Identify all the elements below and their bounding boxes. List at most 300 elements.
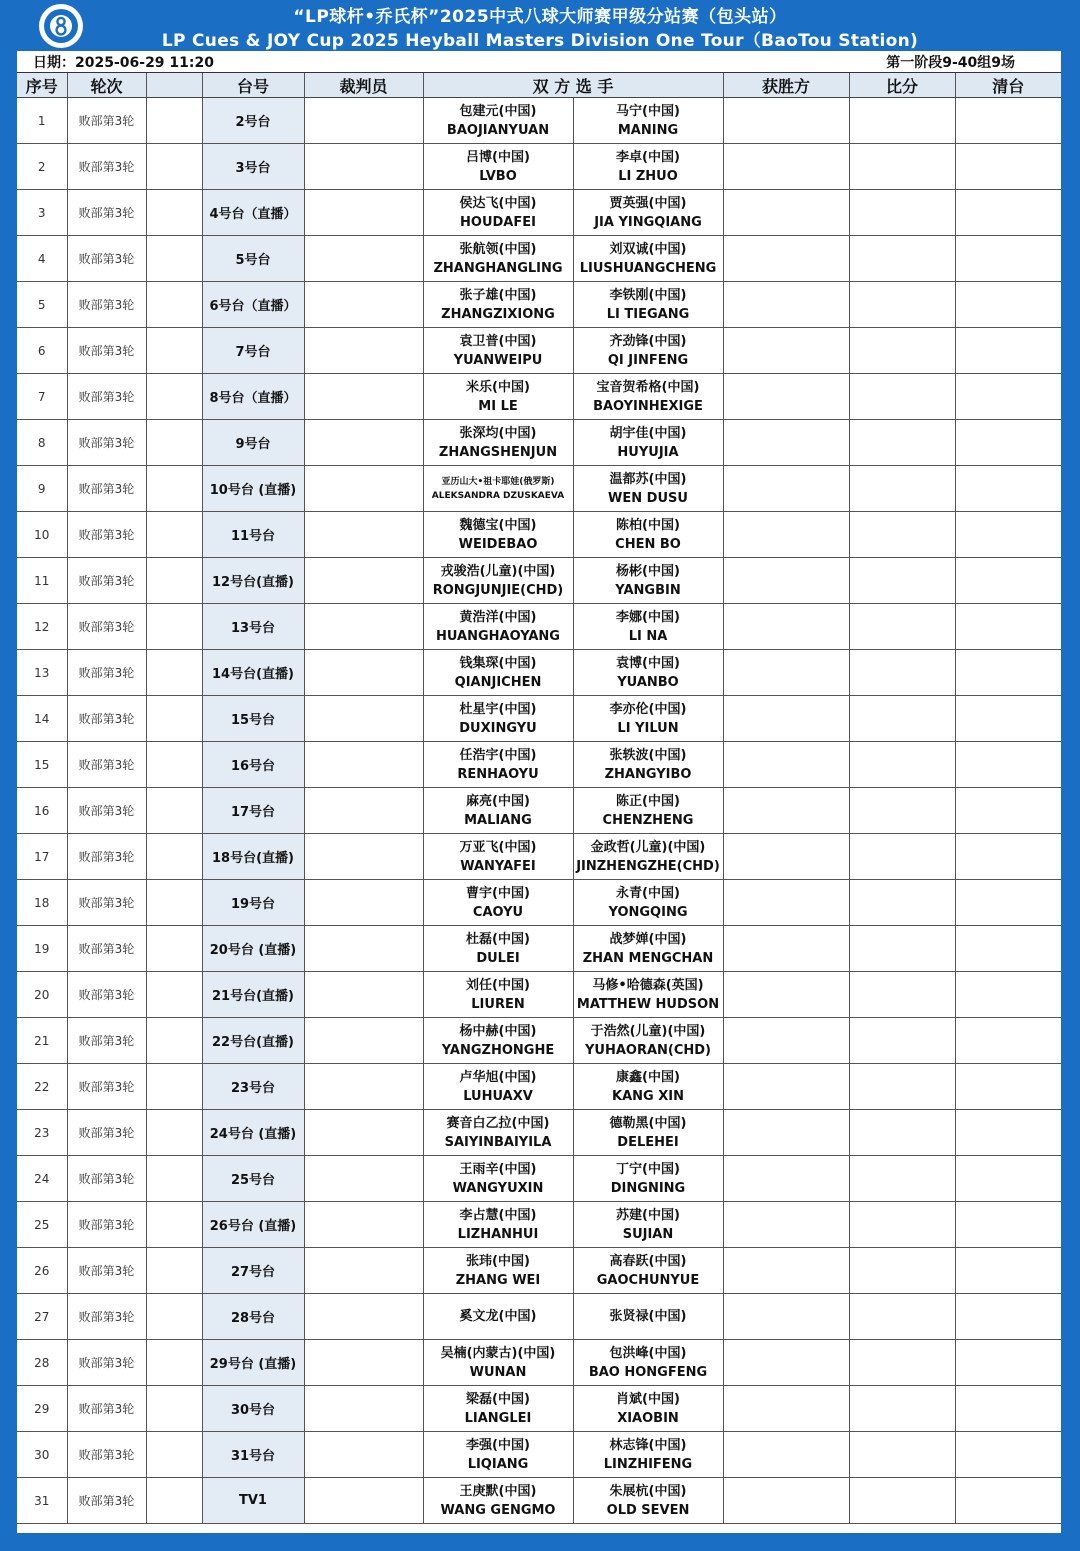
player-one <box>423 696 573 742</box>
table-row <box>17 650 1061 696</box>
match-number: 4 <box>17 236 67 282</box>
player-two-en: KANG XIN <box>612 1088 684 1104</box>
player-two <box>573 1294 723 1340</box>
table-row <box>17 98 1061 144</box>
player-two <box>573 420 723 466</box>
referee-cell <box>304 650 423 696</box>
player-two-cn: 金政哲(儿童)(中国) <box>590 839 706 855</box>
player-one <box>423 236 573 282</box>
clearance-cell <box>955 1478 1061 1524</box>
round-cell: 败部第3轮 <box>67 880 146 926</box>
round-cell: 败部第3轮 <box>67 696 146 742</box>
player-two <box>573 1156 723 1202</box>
round-cell: 败部第3轮 <box>67 1478 146 1524</box>
blank-cell <box>146 1478 202 1524</box>
clearance-cell <box>955 1018 1061 1064</box>
table-number: 7号台 <box>202 328 304 374</box>
clearance-cell <box>955 604 1061 650</box>
referee-cell <box>304 1018 423 1064</box>
title-english: LP Cues & JOY Cup 2025 Heyball Masters Division One Tour（BaoTou Station) <box>161 31 919 51</box>
round-cell: 败部第3轮 <box>67 972 146 1018</box>
table-row <box>17 1386 1061 1432</box>
score-cell <box>849 1478 955 1524</box>
referee-cell <box>304 1432 423 1478</box>
player-one-en: LVBO <box>479 168 517 184</box>
match-date: 日期：2025-06-29 11:20 <box>33 55 214 71</box>
blank-cell <box>146 1248 202 1294</box>
blank-cell <box>146 1064 202 1110</box>
player-two-en: OLD SEVEN <box>606 1502 690 1518</box>
table-number: 20号台 (直播) <box>202 926 304 972</box>
round-cell: 败部第3轮 <box>67 1340 146 1386</box>
table-number: 4号台（直播） <box>202 190 304 236</box>
clearance-cell <box>955 328 1061 374</box>
player-two <box>573 1064 723 1110</box>
player-one <box>423 558 573 604</box>
score-cell <box>849 466 955 512</box>
referee-cell <box>304 880 423 926</box>
table-number: 23号台 <box>202 1064 304 1110</box>
referee-cell <box>304 144 423 190</box>
player-one-en: ZHANGZIXIONG <box>441 306 555 322</box>
table-number: 13号台 <box>202 604 304 650</box>
score-cell <box>849 236 955 282</box>
score-cell <box>849 604 955 650</box>
player-two-en: LI TIEGANG <box>606 306 690 322</box>
player-one-en: LIZHANHUI <box>457 1226 539 1242</box>
table-number: 8号台（直播） <box>202 374 304 420</box>
player-two <box>573 1110 723 1156</box>
player-one-cn: 黄浩洋(中国) <box>459 609 537 625</box>
player-one-en: RONGJUNJIE(CHD) <box>432 582 564 598</box>
player-one-en: HUANGHAOYANG <box>436 628 560 644</box>
blank-cell <box>146 1294 202 1340</box>
player-two-cn: 李卓(中国) <box>616 149 680 165</box>
player-two-en: LI YILUN <box>617 720 679 736</box>
player-one-en: RENHAOYU <box>457 766 539 782</box>
player-one-cn: 赛音白乙拉(中国) <box>446 1115 550 1131</box>
player-one <box>423 604 573 650</box>
winner-cell <box>723 1064 849 1110</box>
table-row <box>17 1202 1061 1248</box>
player-two <box>573 558 723 604</box>
table-number: 6号台（直播） <box>202 282 304 328</box>
match-number: 13 <box>17 650 67 696</box>
round-cell: 败部第3轮 <box>67 466 146 512</box>
player-two-cn: 陈柏(中国) <box>616 517 680 533</box>
player-one <box>423 374 573 420</box>
col-header-clearance: 清台 <box>955 73 1061 98</box>
referee-cell <box>304 1248 423 1294</box>
schedule-body <box>17 98 1061 1524</box>
player-two-en: JIA YINGQIANG <box>594 214 702 230</box>
player-one-en: ZHANGSHENJUN <box>438 444 558 460</box>
table-number: 10号台 (直播) <box>202 466 304 512</box>
table-row <box>17 1018 1061 1064</box>
blank-cell <box>146 926 202 972</box>
table-row <box>17 880 1061 926</box>
player-two-en: ZHANGYIBO <box>604 766 692 782</box>
blank-cell <box>146 1202 202 1248</box>
player-two-en: JINZHENGZHE(CHD) <box>576 858 720 874</box>
player-one <box>423 1294 573 1340</box>
score-cell <box>849 834 955 880</box>
player-one <box>423 420 573 466</box>
player-two-cn: 张贤禄(中国) <box>609 1309 687 1324</box>
player-one-en: YUANWEIPU <box>453 352 543 368</box>
blank-cell <box>146 696 202 742</box>
clearance-cell <box>955 1294 1061 1340</box>
player-one-cn: 刘任(中国) <box>466 977 530 993</box>
player-two-cn: 战梦婵(中国) <box>609 931 687 947</box>
player-one-en: LIANGLEI <box>464 1410 532 1426</box>
table-row <box>17 466 1061 512</box>
player-two-cn: 林志锋(中国) <box>609 1437 687 1453</box>
round-cell: 败部第3轮 <box>67 1294 146 1340</box>
score-cell <box>849 880 955 926</box>
player-two-cn: 刘双诚(中国) <box>609 241 687 257</box>
table-row <box>17 742 1061 788</box>
winner-cell <box>723 420 849 466</box>
winner-cell <box>723 1202 849 1248</box>
player-one-cn: 包建元(中国) <box>459 103 537 119</box>
table-number: 14号台(直播) <box>202 650 304 696</box>
referee-cell <box>304 1340 423 1386</box>
winner-cell <box>723 604 849 650</box>
winner-cell <box>723 1294 849 1340</box>
clearance-cell <box>955 788 1061 834</box>
referee-cell <box>304 1294 423 1340</box>
player-one-en: ZHANG WEI <box>455 1272 541 1288</box>
round-cell: 败部第3轮 <box>67 834 146 880</box>
player-one-en: ALEKSANDRA DZUSKAEVA <box>431 490 565 501</box>
page-header <box>0 0 1080 50</box>
round-cell: 败部第3轮 <box>67 374 146 420</box>
blank-cell <box>146 880 202 926</box>
winner-cell <box>723 282 849 328</box>
match-number: 8 <box>17 420 67 466</box>
clearance-cell <box>955 466 1061 512</box>
table-row <box>17 190 1061 236</box>
player-one-en: BAOJIANYUAN <box>446 122 550 138</box>
table-row <box>17 972 1061 1018</box>
score-cell <box>849 1202 955 1248</box>
player-two-en: HUYUJIA <box>617 444 679 460</box>
player-one <box>423 972 573 1018</box>
round-cell: 败部第3轮 <box>67 328 146 374</box>
player-two <box>573 512 723 558</box>
winner-cell <box>723 144 849 190</box>
clearance-cell <box>955 236 1061 282</box>
col-header-table: 台号 <box>202 73 304 98</box>
clearance-cell <box>955 696 1061 742</box>
referee-cell <box>304 1478 423 1524</box>
score-cell <box>849 558 955 604</box>
player-two <box>573 466 723 512</box>
blank-cell <box>146 1110 202 1156</box>
winner-cell <box>723 650 849 696</box>
blank-cell <box>146 1386 202 1432</box>
table-row <box>17 1432 1061 1478</box>
player-two-cn: 胡宇佳(中国) <box>609 425 687 441</box>
winner-cell <box>723 1340 849 1386</box>
clearance-cell <box>955 1432 1061 1478</box>
table-row <box>17 512 1061 558</box>
player-two-en: YUHAORAN(CHD) <box>584 1042 711 1058</box>
player-one <box>423 512 573 558</box>
table-number: 30号台 <box>202 1386 304 1432</box>
player-two-cn: 马修•哈德森(英国) <box>592 977 704 993</box>
match-number: 10 <box>17 512 67 558</box>
match-number: 29 <box>17 1386 67 1432</box>
player-two-en: ZHAN MENGCHAN <box>582 950 714 966</box>
match-number: 14 <box>17 696 67 742</box>
round-cell: 败部第3轮 <box>67 1064 146 1110</box>
player-two-cn: 朱展杭(中国) <box>609 1483 687 1499</box>
table-row <box>17 144 1061 190</box>
clearance-cell <box>955 374 1061 420</box>
player-two <box>573 190 723 236</box>
score-cell <box>849 1248 955 1294</box>
player-two <box>573 1202 723 1248</box>
player-one <box>423 788 573 834</box>
player-two <box>573 788 723 834</box>
player-one-cn: 张深均(中国) <box>459 425 537 441</box>
score-cell <box>849 420 955 466</box>
clearance-cell <box>955 1340 1061 1386</box>
player-two-cn: 高春跃(中国) <box>609 1253 687 1269</box>
player-two-cn: 康鑫(中国) <box>616 1069 680 1085</box>
player-two-cn: 李娜(中国) <box>616 609 680 625</box>
player-two <box>573 1248 723 1294</box>
player-one-en: QIANJICHEN <box>454 674 542 690</box>
player-two <box>573 328 723 374</box>
player-one <box>423 1064 573 1110</box>
clearance-cell <box>955 926 1061 972</box>
player-one <box>423 466 573 512</box>
player-one-cn: 侯达飞(中国) <box>459 195 537 211</box>
round-cell: 败部第3轮 <box>67 788 146 834</box>
winner-cell <box>723 1386 849 1432</box>
score-cell <box>849 144 955 190</box>
clearance-cell <box>955 512 1061 558</box>
player-two-cn: 张轶波(中国) <box>609 747 687 763</box>
winner-cell <box>723 466 849 512</box>
player-one <box>423 880 573 926</box>
player-two <box>573 374 723 420</box>
match-number: 28 <box>17 1340 67 1386</box>
blank-cell <box>146 1432 202 1478</box>
table-number: 26号台 (直播) <box>202 1202 304 1248</box>
table-row <box>17 1478 1061 1524</box>
player-one-cn: 戎骏浩(儿童)(中国) <box>440 563 556 579</box>
player-two-cn: 杨彬(中国) <box>616 563 680 579</box>
table-number: 21号台(直播) <box>202 972 304 1018</box>
player-one-cn: 张航领(中国) <box>459 241 537 257</box>
match-number: 20 <box>17 972 67 1018</box>
player-one-cn: 王雨辛(中国) <box>459 1161 537 1177</box>
blank-cell <box>146 98 202 144</box>
blank-cell <box>146 512 202 558</box>
table-row <box>17 374 1061 420</box>
table-number: 15号台 <box>202 696 304 742</box>
winner-cell <box>723 98 849 144</box>
player-one-en: WANG GENGMO <box>440 1502 556 1518</box>
clearance-cell <box>955 1386 1061 1432</box>
match-number: 11 <box>17 558 67 604</box>
match-number: 19 <box>17 926 67 972</box>
table-number: 28号台 <box>202 1294 304 1340</box>
match-number: 18 <box>17 880 67 926</box>
score-cell <box>849 374 955 420</box>
clearance-cell <box>955 190 1061 236</box>
col-header-blank <box>146 73 202 98</box>
clearance-cell <box>955 834 1061 880</box>
match-number: 26 <box>17 1248 67 1294</box>
winner-cell <box>723 1018 849 1064</box>
player-two-en: LINZHIFENG <box>603 1456 693 1472</box>
player-two <box>573 98 723 144</box>
player-two-cn: 马宁(中国) <box>616 103 680 119</box>
score-cell <box>849 282 955 328</box>
player-one <box>423 926 573 972</box>
match-number: 3 <box>17 190 67 236</box>
player-two <box>573 604 723 650</box>
clearance-cell <box>955 1110 1061 1156</box>
score-cell <box>849 972 955 1018</box>
clearance-cell <box>955 650 1061 696</box>
table-number: 24号台 (直播) <box>202 1110 304 1156</box>
player-two-cn: 温都苏(中国) <box>609 471 687 487</box>
player-one-en: LUHUAXV <box>463 1088 533 1104</box>
player-one <box>423 1202 573 1248</box>
referee-cell <box>304 1202 423 1248</box>
player-two <box>573 742 723 788</box>
player-one-en: MALIANG <box>464 812 532 828</box>
round-cell: 败部第3轮 <box>67 1432 146 1478</box>
clearance-cell <box>955 420 1061 466</box>
winner-cell <box>723 926 849 972</box>
clearance-cell <box>955 972 1061 1018</box>
player-two-cn: 李铁刚(中国) <box>609 287 687 303</box>
winner-cell <box>723 1478 849 1524</box>
referee-cell <box>304 1386 423 1432</box>
score-cell <box>849 1064 955 1110</box>
player-one-cn: 亚历山大•祖卡耶娃(俄罗斯) <box>441 476 555 487</box>
player-two-cn: 永青(中国) <box>616 885 680 901</box>
score-cell <box>849 1340 955 1386</box>
table-row <box>17 1110 1061 1156</box>
referee-cell <box>304 374 423 420</box>
player-one-cn: 吕博(中国) <box>466 149 530 165</box>
player-two <box>573 972 723 1018</box>
table-number: 31号台 <box>202 1432 304 1478</box>
player-two-en: DINGNING <box>610 1180 686 1196</box>
player-one <box>423 1156 573 1202</box>
match-number: 30 <box>17 1432 67 1478</box>
player-two-en: SUJIAN <box>622 1226 674 1242</box>
player-two-en: QI JINFENG <box>607 352 689 368</box>
referee-cell <box>304 834 423 880</box>
match-number: 12 <box>17 604 67 650</box>
blank-cell <box>146 1156 202 1202</box>
player-one <box>423 190 573 236</box>
winner-cell <box>723 512 849 558</box>
blank-cell <box>146 1340 202 1386</box>
match-number: 7 <box>17 374 67 420</box>
score-cell <box>849 926 955 972</box>
table-row <box>17 604 1061 650</box>
match-number: 9 <box>17 466 67 512</box>
player-two-en: YANGBIN <box>615 582 681 598</box>
player-one <box>423 1248 573 1294</box>
winner-cell <box>723 788 849 834</box>
table-row <box>17 328 1061 374</box>
col-header-referee: 裁判员 <box>304 73 423 98</box>
player-one-en: DUXINGYU <box>459 720 537 736</box>
player-one-cn: 麻亮(中国) <box>466 793 530 809</box>
table-row <box>17 834 1061 880</box>
table-number: 25号台 <box>202 1156 304 1202</box>
col-header-round: 轮次 <box>67 73 146 98</box>
player-two-cn: 宝音贺希格(中国) <box>596 379 700 395</box>
score-cell <box>849 512 955 558</box>
player-one-cn: 吴楠(内蒙古)(中国) <box>440 1345 556 1361</box>
player-two-en: LI NA <box>628 628 668 644</box>
player-one-cn: 李强(中国) <box>466 1437 530 1453</box>
winner-cell <box>723 1248 849 1294</box>
player-one-en: WEIDEBAO <box>458 536 538 552</box>
player-two-en: BAOYINHEXIGE <box>593 398 703 414</box>
player-two-cn: 陈正(中国) <box>616 793 680 809</box>
score-cell <box>849 328 955 374</box>
table-row <box>17 1294 1061 1340</box>
player-one <box>423 144 573 190</box>
round-cell: 败部第3轮 <box>67 236 146 282</box>
table-row <box>17 1156 1061 1202</box>
player-one-en: YANGZHONGHE <box>441 1042 555 1058</box>
player-one-cn: 王庚默(中国) <box>459 1483 537 1499</box>
round-cell: 败部第3轮 <box>67 742 146 788</box>
player-two-en: YONGQING <box>608 904 688 920</box>
table-number: 19号台 <box>202 880 304 926</box>
referee-cell <box>304 282 423 328</box>
score-cell <box>849 98 955 144</box>
blank-cell <box>146 236 202 282</box>
player-two-en: DELEHEI <box>617 1134 679 1150</box>
table-row <box>17 420 1061 466</box>
col-header-winner: 获胜方 <box>723 73 849 98</box>
match-number: 15 <box>17 742 67 788</box>
player-one-cn: 曹宇(中国) <box>466 885 530 901</box>
player-two <box>573 926 723 972</box>
referee-cell <box>304 558 423 604</box>
score-cell <box>849 1294 955 1340</box>
match-number: 1 <box>17 98 67 144</box>
player-one <box>423 98 573 144</box>
blank-cell <box>146 972 202 1018</box>
round-cell: 败部第3轮 <box>67 98 146 144</box>
score-cell <box>849 1018 955 1064</box>
clearance-cell <box>955 880 1061 926</box>
blank-cell <box>146 788 202 834</box>
clearance-cell <box>955 558 1061 604</box>
winner-cell <box>723 880 849 926</box>
round-cell: 败部第3轮 <box>67 1110 146 1156</box>
player-one-cn: 张子雄(中国) <box>459 287 537 303</box>
player-two <box>573 236 723 282</box>
player-one-cn: 袁卫普(中国) <box>459 333 537 349</box>
